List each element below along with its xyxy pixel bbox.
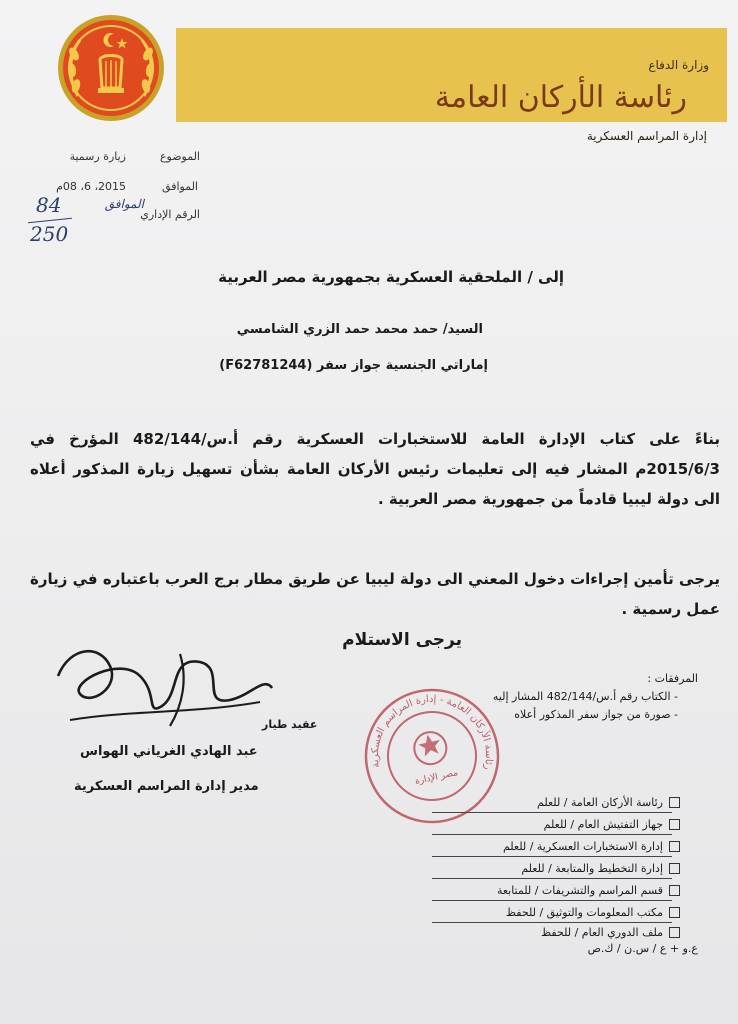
attachment-item: - الكتاب رقم أ.س/482/144 المشار إليه bbox=[492, 690, 678, 703]
divider bbox=[432, 900, 672, 901]
stamp-center-text: مصر الإدارة bbox=[414, 768, 459, 787]
attachments-title: المرفقات : bbox=[647, 672, 698, 685]
receipt-request: يرجى الاستلام bbox=[342, 630, 462, 650]
distribution-item: إدارة الاستخبارات العسكرية / للعلم bbox=[503, 840, 680, 853]
checkbox-icon bbox=[669, 797, 680, 808]
recipient-line: إلى / الملحقية العسكرية بجمهورية مصر العربية bbox=[218, 268, 564, 286]
subject-label: الموضوع bbox=[159, 150, 200, 163]
letterhead-band bbox=[176, 28, 727, 143]
body-paragraph-2: يرجى تأمين إجراءات دخول المعني الى دولة ليبيا عن طريق مطار برج العرب باعتباره في زيارة عمل رسمية . bbox=[30, 570, 720, 618]
distribution-item: جهاز التفتيش العام / للعلم bbox=[544, 818, 680, 831]
ministry-emblem-icon bbox=[50, 14, 172, 122]
file-reference-code: ع.و + ع / س.ن / ك.ص bbox=[587, 942, 698, 955]
distribution-item: رئاسة الأركان العامة / للعلم bbox=[537, 796, 680, 809]
signatory-rank: عقيد طيار bbox=[262, 718, 318, 731]
divider bbox=[432, 812, 672, 813]
date-label: الموافق bbox=[162, 180, 198, 193]
date-handwritten: الموافق bbox=[104, 197, 144, 211]
distribution-item: قسم المراسم والتشريفات / للمتابعة bbox=[497, 884, 680, 897]
checkbox-icon bbox=[669, 841, 680, 852]
checkbox-icon bbox=[669, 863, 680, 874]
admin-number-label: الرقم الإداري bbox=[140, 208, 200, 221]
checkbox-icon bbox=[669, 819, 680, 830]
distribution-item: إدارة التخطيط والمتابعة / للعلم bbox=[521, 862, 680, 875]
subject-value: زيارة رسمية bbox=[69, 150, 126, 163]
admin-number-handwritten-bottom: 250 bbox=[30, 222, 69, 246]
signature-scribble-icon bbox=[50, 636, 280, 736]
signatory-name: عبد الهادي الغرياني الهواس bbox=[80, 744, 258, 759]
divider bbox=[432, 878, 672, 879]
checkbox-icon bbox=[669, 927, 680, 938]
date-value: 2015، 6، 08م bbox=[56, 180, 126, 193]
checkbox-icon bbox=[669, 885, 680, 896]
body-paragraph-1: بناءً على كتاب الإدارة العامة للاستخبارات العسكرية رقم أ.س/482/144 المؤرخ في 2015/6/3م المشار فيه إلى تعليمات رئيس الأركان العامة بشأن تسهيل زيارة المذكور أعلاه الى دولة ليبيا قادماً من جمهورية مصر العربية . bbox=[30, 430, 721, 508]
addressee-nationality-passport: إماراتي الجنسية جواز سفر (F62781244) bbox=[219, 358, 488, 373]
stamp-ring-text: رئاسة الأركان العامة - إدارة المراسم العسكرية bbox=[369, 693, 495, 771]
attachment-item: - صورة من جواز سفر المذكور أعلاه bbox=[514, 708, 678, 721]
distribution-item: مكتب المعلومات والتوثيق / للحفظ bbox=[506, 906, 680, 919]
distribution-item: ملف الدوري العام / للحفظ bbox=[541, 926, 680, 939]
addressee-name: السيد/ حمد محمد حمد الزري الشامسي bbox=[236, 322, 483, 337]
admin-number-handwritten-top: 84 bbox=[36, 193, 62, 217]
checkbox-icon bbox=[669, 907, 680, 918]
divider bbox=[432, 856, 672, 857]
divider bbox=[432, 922, 672, 923]
department-name: إدارة المراسم العسكرية bbox=[586, 129, 707, 143]
ministry-name: وزارة الدفاع bbox=[648, 58, 709, 72]
general-staff-title: رئاسة الأركان العامة bbox=[434, 80, 687, 115]
divider bbox=[432, 834, 672, 835]
official-stamp-icon bbox=[362, 686, 502, 826]
signatory-title: مدير إدارة المراسم العسكرية bbox=[74, 779, 259, 794]
